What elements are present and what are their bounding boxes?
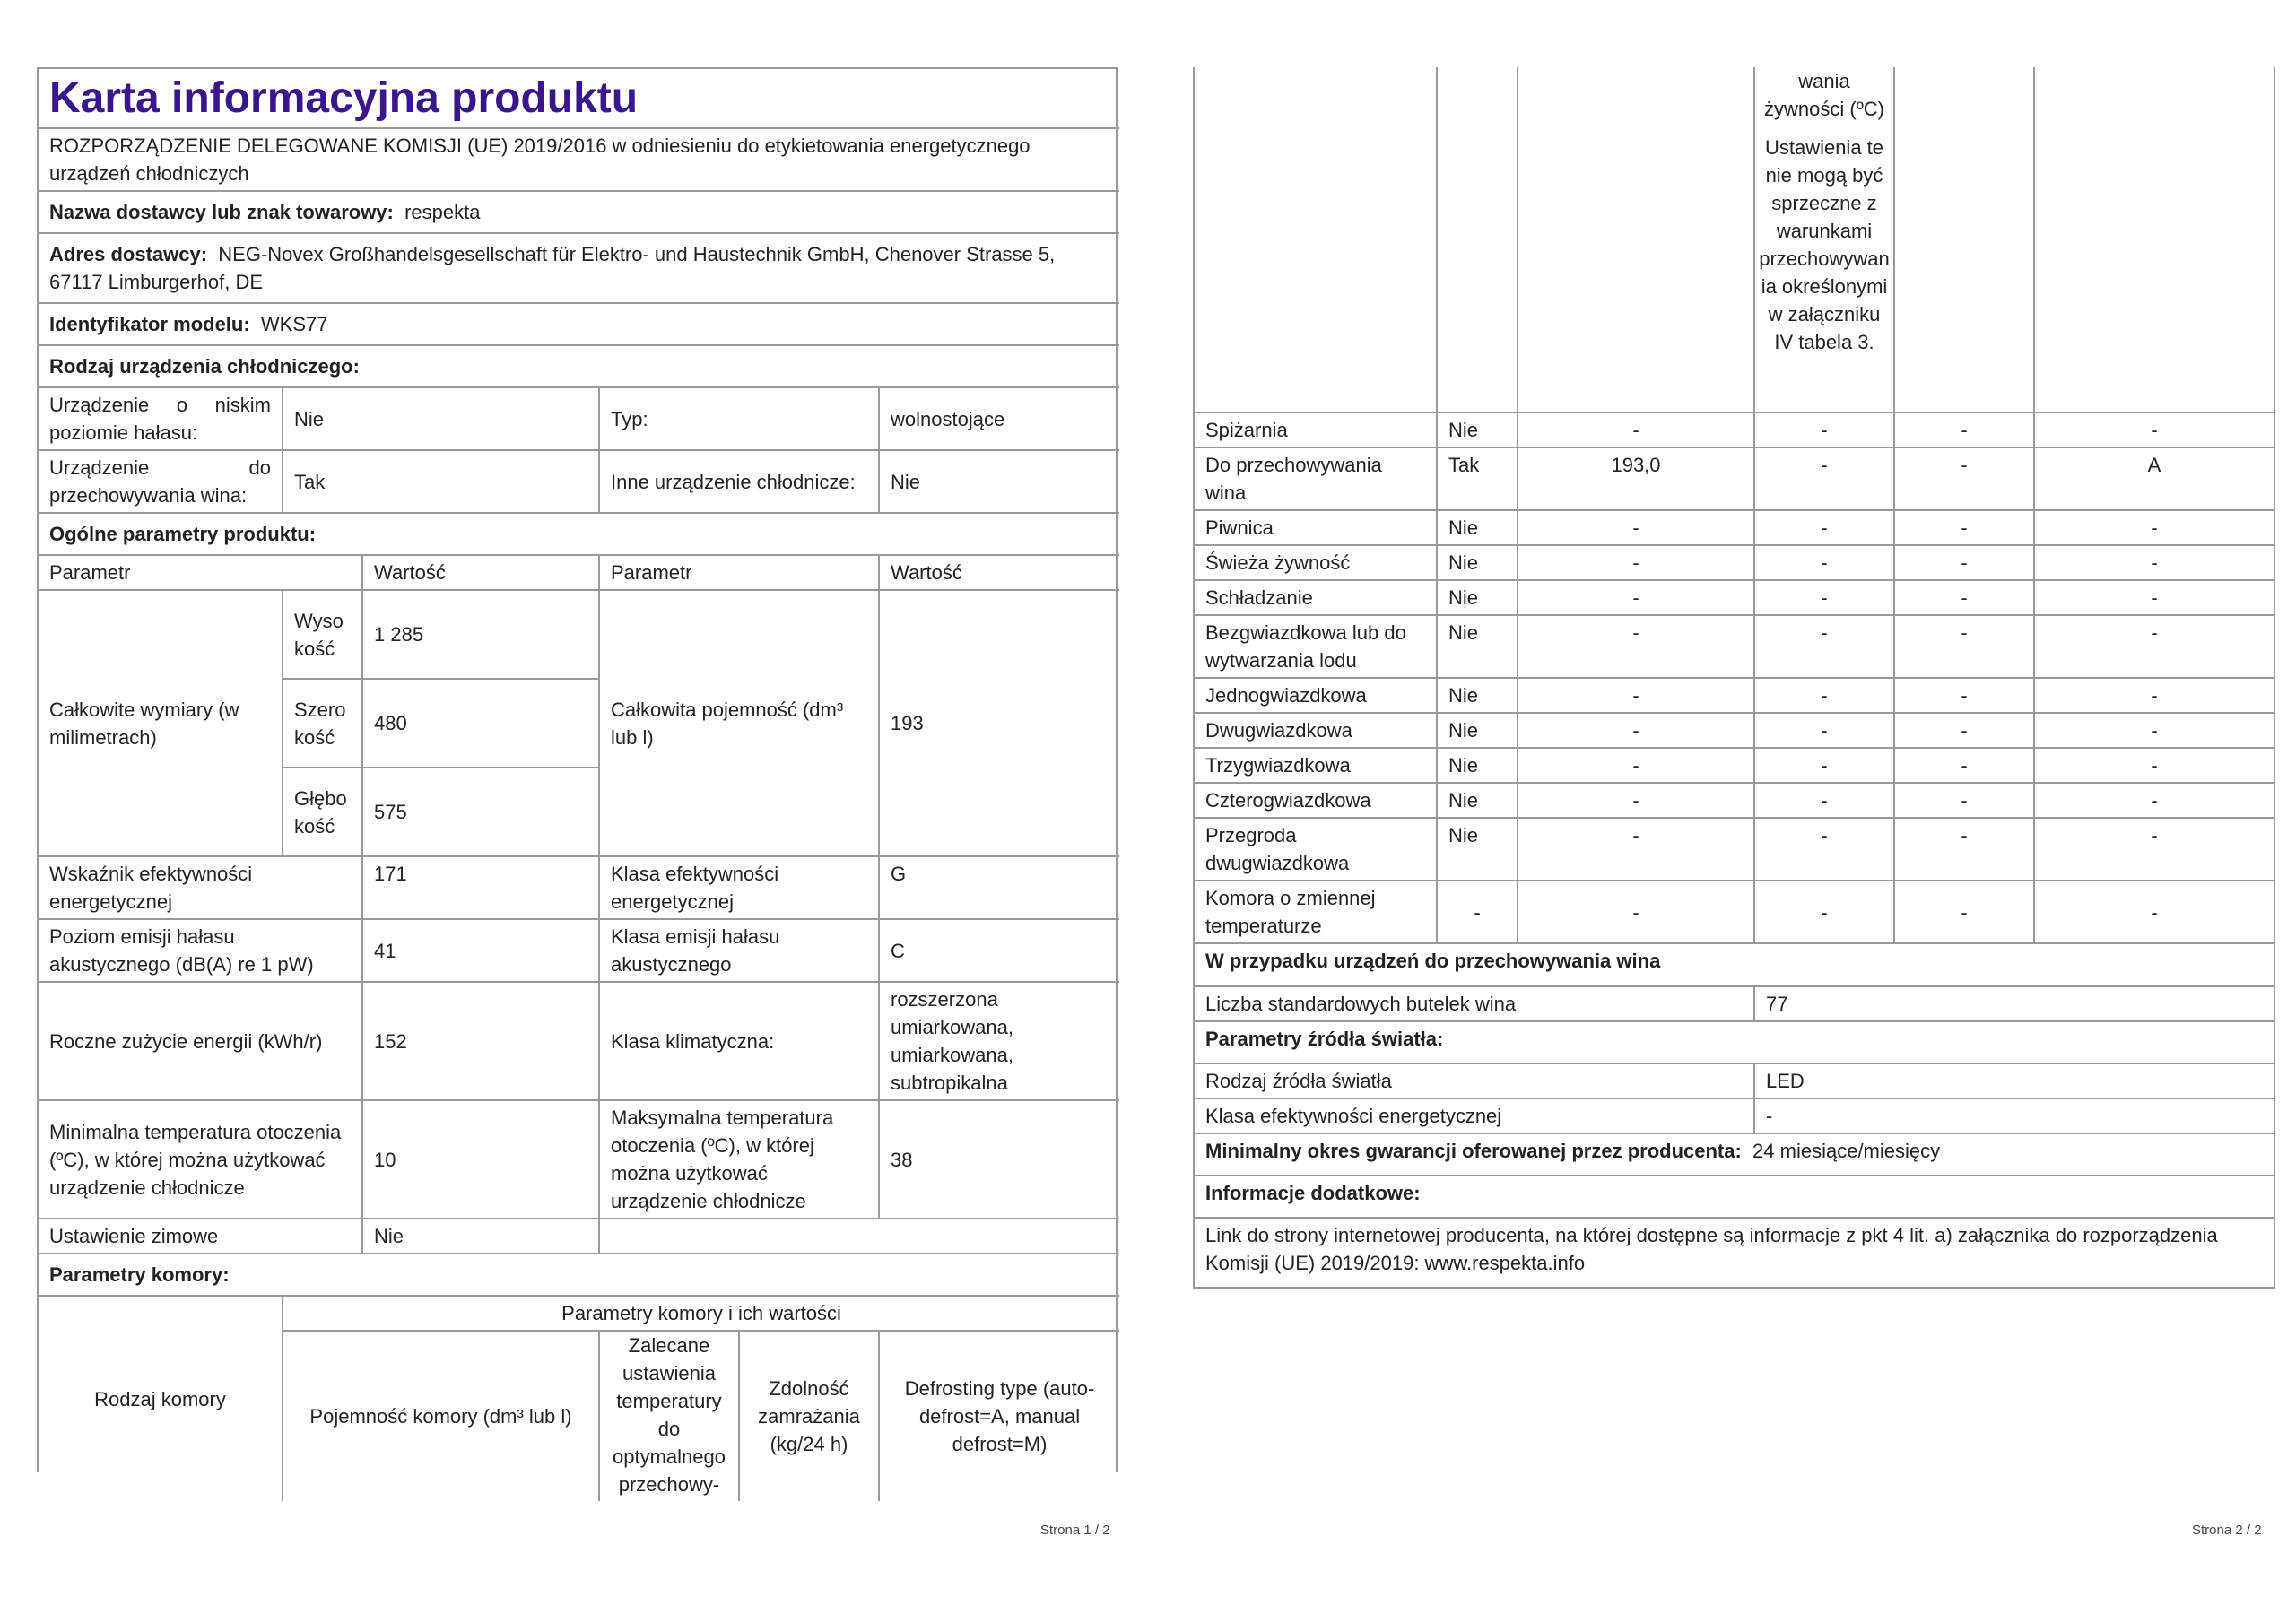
chamber-freeze: - <box>1894 678 2034 713</box>
chamber-volume: - <box>1518 615 1754 678</box>
chamber-section-heading: Parametry komory: <box>39 1254 1119 1296</box>
chamber-defrost: - <box>2034 748 2274 783</box>
chamber-defrost: - <box>2034 881 2274 943</box>
chamber-temp: - <box>1754 678 1894 713</box>
chamber-volume: - <box>1518 713 1754 748</box>
chamber-volume: - <box>1518 545 1754 580</box>
eei-label: Wskaźnik efektywności energetycznej <box>39 856 362 919</box>
other-appliance-label: Inne urządzenie chłodnicze: <box>599 450 879 513</box>
chamber-present: Nie <box>1437 748 1518 783</box>
depth-value: 575 <box>362 768 599 856</box>
chamber-freeze: - <box>1894 713 2034 748</box>
chamber-row <box>1194 615 2274 678</box>
chamber-row <box>1194 748 2274 783</box>
chamber-present: Nie <box>1437 510 1518 545</box>
chamber-row <box>1194 678 2274 713</box>
chamber-present: Tak <box>1437 447 1518 510</box>
model-value: WKS77 <box>260 313 328 335</box>
capacity-label: Całkowita pojemność (dm³ lub l) <box>599 590 879 856</box>
capacity-value: 193 <box>879 590 1119 856</box>
eei-value: 171 <box>362 856 599 919</box>
chamber-defrost: - <box>2034 545 2274 580</box>
chamber-rows-table <box>1193 413 2275 944</box>
temp-header-cont <box>1754 67 1894 412</box>
chamber-temp: - <box>1754 447 1894 510</box>
extra-info-text: Link do strony internetowej producenta, na której dostępne są informacje z pkt 4 lit. a) załącznika do rozporządzenia Komisji (UE) 2019/2019: www.respekta.info <box>1194 1218 2274 1288</box>
wine-storage-value: Tak <box>283 450 599 513</box>
chamber-temp: - <box>1754 413 1894 447</box>
chamber-name: Trzygwiazdkowa <box>1194 748 1437 783</box>
warranty-row <box>1194 1133 2274 1176</box>
chamber-rows <box>1194 413 2274 943</box>
chamber-temp: - <box>1754 615 1894 678</box>
chamber-volume: - <box>1518 748 1754 783</box>
chamber-name: Bezgwiazdkowa lub do wytwarzania lodu <box>1194 615 1437 678</box>
temp-header-part1: Zalecane ustawienia temperatury do optymalnego przechowy- <box>599 1331 739 1501</box>
annual-energy-value: 152 <box>362 982 599 1100</box>
chamber-temp: - <box>1754 545 1894 580</box>
chamber-freeze: - <box>1894 818 2034 881</box>
defrost-cont <box>2034 67 2274 412</box>
chamber-freeze: - <box>1894 545 2034 580</box>
chamber-freeze: - <box>1894 881 2034 943</box>
max-temp-label: Maksymalna temperatura otoczenia (ºC), w której można użytkować urządzenie chłodnicze <box>599 1100 879 1219</box>
chamber-volume: - <box>1518 413 1754 447</box>
chamber-type-header: Rodzaj komory <box>39 1296 283 1501</box>
param-header-2: Parametr <box>599 555 879 590</box>
chamber-temp: - <box>1754 881 1894 943</box>
wine-bottles-label: Liczba standardowych butelek wina <box>1194 986 1754 1021</box>
chamber-defrost: - <box>2034 413 2274 447</box>
param-header-1: Parametr <box>39 555 362 590</box>
climate-class-value: rozszerzona umiarkowana, umiarkowana, subtropikalna <box>879 982 1119 1100</box>
light-type-label: Rodzaj źródła światła <box>1194 1063 1754 1098</box>
product-sheet-table <box>39 69 1119 1501</box>
warranty-value: 24 miesiące/miesięcy <box>1752 1140 1941 1162</box>
chamber-defrost: A <box>2034 447 2274 510</box>
presence-cont <box>1437 67 1518 412</box>
chamber-temp: - <box>1754 510 1894 545</box>
chamber-freeze: - <box>1894 510 2034 545</box>
low-noise-value: Nie <box>283 387 599 450</box>
chamber-present: Nie <box>1437 713 1518 748</box>
chamber-defrost: - <box>2034 783 2274 818</box>
width-label: Szerokość <box>283 679 362 768</box>
light-class-value: - <box>1754 1098 2274 1133</box>
temp-header-note: Ustawienia te nie mogą być sprzeczne z warunkami przechowywania określonymi w załączniku IV tabela 3. <box>1759 136 1890 353</box>
chamber-name: Jednogwiazdkowa <box>1194 678 1437 713</box>
chamber-row <box>1194 545 2274 580</box>
chamber-row <box>1194 818 2274 881</box>
page-1-footer: Strona 1 / 2 <box>1040 1523 1110 1538</box>
chamber-temp: - <box>1754 580 1894 615</box>
chamber-name: Świeża żywność <box>1194 545 1437 580</box>
noise-level-label: Poziom emisji hałasu akustycznego (dB(A) re 1 pW) <box>39 919 362 982</box>
chamber-volume: 193,0 <box>1518 447 1754 510</box>
freeze-header: Zdolność zamrażania (kg/24 h) <box>739 1331 879 1501</box>
chamber-volume: - <box>1518 783 1754 818</box>
chamber-name: Spiżarnia <box>1194 413 1437 447</box>
chamber-name: Schładzanie <box>1194 580 1437 615</box>
chamber-freeze: - <box>1894 615 2034 678</box>
chamber-name: Dwugwiazdkowa <box>1194 713 1437 748</box>
chamber-name: Czterogwiazdkowa <box>1194 783 1437 818</box>
noise-level-value: 41 <box>362 919 599 982</box>
chamber-present: Nie <box>1437 678 1518 713</box>
chamber-freeze: - <box>1894 748 2034 783</box>
regulation-text: ROZPORZĄDZENIE DELEGOWANE KOMISJI (UE) 2019/2016 w odniesieniu do etykietowania energetycznego urządzeń chłodniczych <box>39 128 1119 191</box>
chamber-freeze: - <box>1894 783 2034 818</box>
wine-section-heading: W przypadku urządzeń do przechowywania wina <box>1194 944 2274 986</box>
chamber-volume: - <box>1518 881 1754 943</box>
temp-header-part2: wania żywności (ºC) <box>1764 70 1884 120</box>
chamber-present: Nie <box>1437 818 1518 881</box>
chamber-name: Piwnica <box>1194 510 1437 545</box>
low-noise-label: Urządzenie o niskim poziomie hałasu: <box>39 387 283 450</box>
height-value: 1 285 <box>362 590 599 679</box>
dimensions-label: Całkowite wymiary (w milimetrach) <box>39 590 283 856</box>
chamber-freeze: - <box>1894 413 2034 447</box>
chamber-row <box>1194 447 2274 510</box>
chamber-present: Nie <box>1437 580 1518 615</box>
depth-label: Głębokość <box>283 768 362 856</box>
chamber-volume: - <box>1518 580 1754 615</box>
extra-section-heading: Informacje dodatkowe: <box>1194 1176 2274 1218</box>
chamber-present: Nie <box>1437 615 1518 678</box>
chamber-table-continued <box>1193 67 2275 413</box>
chamber-temp: - <box>1754 783 1894 818</box>
chamber-defrost: - <box>2034 580 2274 615</box>
supplier-label: Nazwa dostawcy lub znak towarowy: <box>49 201 394 223</box>
volume-header: Pojemność komory (dm³ lub l) <box>283 1331 599 1501</box>
freeze-cont <box>1894 67 2034 412</box>
model-row <box>39 303 1119 345</box>
width-value: 480 <box>362 679 599 768</box>
address-row <box>39 233 1119 303</box>
chamber-name: Przegroda dwugwiazdkowa <box>1194 818 1437 881</box>
page-1 <box>37 67 1118 1496</box>
chamber-params-header: Parametry komory i ich wartości <box>283 1296 1119 1331</box>
chamber-defrost: - <box>2034 678 2274 713</box>
wine-storage-label: Urządzenie do przechowywania wina: <box>39 450 283 513</box>
other-appliance-value: Nie <box>879 450 1119 513</box>
light-type-value: LED <box>1754 1063 2274 1098</box>
chamber-row <box>1194 881 2274 943</box>
chamber-row <box>1194 510 2274 545</box>
chamber-temp: - <box>1754 748 1894 783</box>
address-label: Adres dostawcy: <box>49 243 208 265</box>
chamber-type-cont <box>1194 67 1437 412</box>
type-section-heading: Rodzaj urządzenia chłodniczego: <box>39 345 1119 387</box>
chamber-row <box>1194 413 2274 447</box>
chamber-present: Nie <box>1437 413 1518 447</box>
chamber-row <box>1194 580 2274 615</box>
chamber-name: Komora o zmiennej temperaturze <box>1194 881 1437 943</box>
model-label: Identyfikator modelu: <box>49 313 250 335</box>
chamber-name: Do przechowywania wina <box>1194 447 1437 510</box>
max-temp-value: 38 <box>879 1100 1119 1219</box>
chamber-defrost: - <box>2034 713 2274 748</box>
chamber-defrost: - <box>2034 818 2274 881</box>
supplier-row <box>39 191 1119 233</box>
value-header-1: Wartość <box>362 555 599 590</box>
winter-value: Nie <box>362 1219 599 1254</box>
volume-cont <box>1518 67 1754 412</box>
general-section-heading: Ogólne parametry produktu: <box>39 513 1119 555</box>
chamber-defrost: - <box>2034 615 2274 678</box>
chamber-row <box>1194 713 2274 748</box>
min-temp-label: Minimalna temperatura otoczenia (ºC), w której można użytkować urządzenie chłodnicze <box>39 1100 362 1219</box>
supplier-value: respekta <box>404 201 481 223</box>
chamber-present: Nie <box>1437 783 1518 818</box>
chamber-volume: - <box>1518 678 1754 713</box>
chamber-freeze: - <box>1894 447 2034 510</box>
energy-class-label: Klasa efektywności energetycznej <box>599 856 879 919</box>
winter-empty <box>599 1219 1119 1254</box>
light-class-label: Klasa efektywności energetycznej <box>1194 1098 1754 1133</box>
chamber-present: - <box>1437 881 1518 943</box>
height-label: Wysokość <box>283 590 362 679</box>
chamber-volume: - <box>1518 818 1754 881</box>
chamber-row <box>1194 783 2274 818</box>
type-value: wolnostojące <box>879 387 1119 450</box>
min-temp-value: 10 <box>362 1100 599 1219</box>
chamber-temp: - <box>1754 818 1894 881</box>
warranty-label: Minimalny okres gwarancji oferowanej przez producenta: <box>1205 1140 1742 1162</box>
noise-class-label: Klasa emisji hałasu akustycznego <box>599 919 879 982</box>
light-section-heading: Parametry źródła światła: <box>1194 1021 2274 1063</box>
energy-class-value: G <box>879 856 1119 919</box>
page-title: Karta informacyjna produktu <box>39 69 1119 128</box>
chamber-present: Nie <box>1437 545 1518 580</box>
chamber-volume: - <box>1518 510 1754 545</box>
climate-class-label: Klasa klimatyczna: <box>599 982 879 1100</box>
address-value: NEG-Novex Großhandelsgesellschaft für Elektro- und Haustechnik GmbH, Chenover Strasse 5, 67117 Limburgerhof, DE <box>49 243 1056 293</box>
type-label: Typ: <box>599 387 879 450</box>
page-2 <box>1193 67 2274 1289</box>
value-header-2: Wartość <box>879 555 1119 590</box>
chamber-defrost: - <box>2034 510 2274 545</box>
wine-light-table <box>1193 944 2275 1289</box>
annual-energy-label: Roczne zużycie energii (kWh/r) <box>39 982 362 1100</box>
page-2-footer: Strona 2 / 2 <box>2192 1523 2262 1538</box>
chamber-temp: - <box>1754 713 1894 748</box>
chamber-freeze: - <box>1894 580 2034 615</box>
wine-bottles-value: 77 <box>1754 986 2274 1021</box>
winter-label: Ustawienie zimowe <box>39 1219 362 1254</box>
noise-class-value: C <box>879 919 1119 982</box>
defrost-header: Defrosting type (auto-defrost=A, manual defrost=M) <box>879 1331 1119 1501</box>
